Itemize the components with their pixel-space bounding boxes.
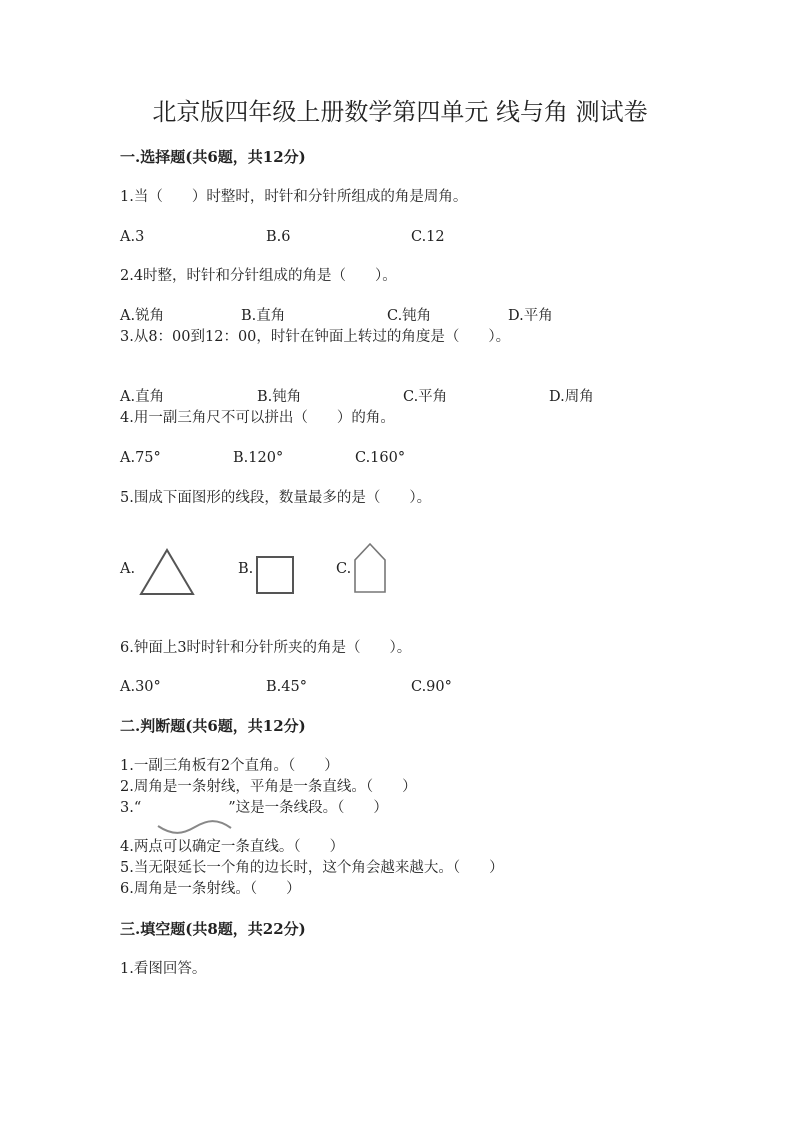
question-2: 2.4时整，时针和分针组成的角是（ ）。 — [120, 268, 397, 284]
question-6: 6.钟面上3时时针和分针所夹的角是（ ）。 — [120, 640, 412, 656]
q2-option-a: A.锐角 — [120, 308, 165, 324]
section-heading-choice: 一.选择题(共6题，共12分) — [120, 148, 306, 166]
question-4: 4.用一副三角尺不可以拼出（ ）的角。 — [120, 410, 395, 426]
section-heading-fill-blank: 三.填空题(共8题，共22分) — [120, 920, 306, 938]
q1-option-c: C.12 — [411, 229, 445, 245]
q6-option-a: A.30° — [120, 679, 161, 695]
judgement-item-6: 6.周角是一条射线。（ ） — [120, 881, 301, 897]
judgement-item-1: 1.一副三角板有2个直角。（ ） — [120, 758, 339, 774]
q4-option-b: B.120° — [233, 450, 284, 466]
question-1: 1.当（ ）时整时，时针和分针所组成的角是周角。 — [120, 189, 468, 205]
triangle-figure — [138, 546, 198, 598]
section-heading-judgement: 二.判断题(共6题，共12分) — [120, 717, 306, 735]
q6-option-b: B.45° — [266, 679, 307, 695]
question-5: 5.围成下面图形的线段，数量最多的是（ ）。 — [120, 490, 432, 506]
judgement-item-5: 5.当无限延长一个角的边长时，这个角会越来越大。（ ） — [120, 860, 504, 876]
wavy-line-figure — [155, 814, 235, 836]
q3-option-c: C.平角 — [403, 389, 448, 405]
q1-option-b: B.6 — [266, 229, 291, 245]
q5-option-c: C. — [336, 561, 352, 577]
pentagon-figure — [350, 540, 390, 596]
q1-option-a: A.3 — [120, 229, 145, 245]
q3-option-a: A.直角 — [120, 389, 165, 405]
judgement-item-4: 4.两点可以确定一条直线。（ ） — [120, 839, 345, 855]
q2-option-c: C.钝角 — [387, 308, 432, 324]
q4-option-a: A.75° — [120, 450, 161, 466]
q5-option-b: B. — [238, 561, 254, 577]
fill-blank-item-1: 1.看图回答。 — [120, 961, 207, 977]
q4-option-c: C.160° — [355, 450, 406, 466]
q2-option-d: D.平角 — [508, 308, 553, 324]
square-figure — [254, 554, 296, 596]
judgement-item-2: 2.周角是一条射线，平角是一条直线。（ ） — [120, 779, 417, 795]
q5-option-a: A. — [120, 561, 136, 577]
page-title: 北京版四年级上册数学第四单元 线与角 测试卷 — [152, 98, 648, 126]
q2-option-b: B.直角 — [241, 308, 286, 324]
q3-option-d: D.周角 — [549, 389, 594, 405]
question-3: 3.从8：00到12：00，时针在钟面上转过的角度是（ ）。 — [120, 329, 511, 345]
q6-option-c: C.90° — [411, 679, 452, 695]
q3-option-b: B.钝角 — [257, 389, 302, 405]
judgement-item-3: 3.“ ”这是一条线段。（ ） — [120, 800, 388, 816]
